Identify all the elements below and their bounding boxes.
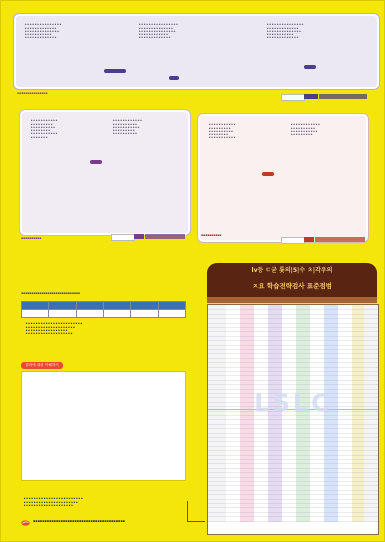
score-summary-notes: ▪ ▪ ▪ ▪ ▪ ▪ ▪ ▪ ▪ ▪ ▪ ▪ ▪ ▪ ▪ ▪ ▪ ▪ ▪ ▪ ▪ ▪ ▪ ▪ ▪ ▪ ▪ ▪ ▪ ▪ ▪ ▪ ▪ ▪ ▪ ▪ ▪ ▪ ▪ ▪ ▪ ▪ ▪ ▪ ▪ ▪ ▪ ▪ ▪ ▪ ▪ ▪ ▪ ▪ ▪ ▪ ▪ ▪ ▪ ▪ ▪ ▪ ▪ ▪ ▪ ▪ ▪ ▪ ▪ ▪ ▪ ▪ ▪ ▪ ▪ ▪ ▪ ▪ ▪ [25,322,83,336]
top-panel-pill-3 [304,65,316,69]
table-row-line [208,314,378,315]
callout-line [187,501,205,522]
mid-left-box-3 [145,234,185,239]
table-row-line [208,380,378,381]
table-row-line [208,490,378,491]
mid-right-text-1: ▪ ▪ ▪ ▪ ▪ ▪ ▪ ▪ ▪ ▪ ▪ ▪ ▪ ▪ ▪ ▪ ▪ ▪ ▪ ▪ ▪ ▪ ▪ ▪ ▪ ▪ ▪ ▪ ▪ ▪ ▪ ▪ ▪ ▪ ▪ ▪ ▪ ▪ ▪ ▪ ▪ ▪ ▪ ▪ ▪ ▪ ▪ ▪ ▪ [208,123,236,140]
top-panel-pill-1 [104,69,126,73]
table-header-bar [207,297,377,303]
table-row-line [208,345,378,346]
standard-score-banner [207,263,377,297]
table-row-line [208,384,378,385]
table-row-line [208,441,378,442]
table-row-line [208,503,378,504]
result-writing-box [21,371,186,481]
top-panel-text-right: ▪ ▪ ▪ ▪ ▪ ▪ ▪ ▪ ▪ ▪ ▪ ▪ ▪ ▪ ▪ ▪ ▪ ▪ ▪ ▪ ▪ ▪ ▪ ▪ ▪ ▪ ▪ ▪ ▪ ▪ ▪ ▪ ▪ ▪ ▪ ▪ ▪ ▪ ▪ ▪ ▪ ▪ ▪ ▪ ▪ ▪ ▪ ▪ ▪ ▪ ▪ ▪ ▪ ▪ ▪ ▪ ▪ ▪ ▪ ▪ ▪ ▪ ▪ ▪ ▪ ▪ [266,23,304,40]
table-row-line [208,455,378,456]
table-row-line [208,494,378,495]
mid-left-text-1: ▪ ▪ ▪ ▪ ▪ ▪ ▪ ▪ ▪ ▪ ▪ ▪ ▪ ▪ ▪ ▪ ▪ ▪ ▪ ▪ ▪ ▪ ▪ ▪ ▪ ▪ ▪ ▪ ▪ ▪ ▪ ▪ ▪ ▪ ▪ ▪ ▪ ▪ ▪ ▪ ▪ ▪ ▪ ▪ ▪ ▪ ▪ ▪ ▪ ▪ ▪ ▪ ▪ ▪ ▪ ▪ [30,119,58,139]
top-panel-box-2 [304,94,318,99]
table-row-line [208,323,378,324]
table-row-line [208,512,378,513]
table-row-line [208,331,378,332]
top-panel-box-1 [281,94,305,101]
table-row-line [208,353,378,354]
publisher-note: ▪▪▪▪▪▪▪▪▪▪▪▪▪▪▪▪▪▪▪▪▪▪▪▪▪▪▪▪▪▪▪▪▪▪▪▪▪▪▪▪ [33,519,125,523]
top-panel-caption: ▪▪▪▪▪▪▪▪▪▪▪▪▪▪▪ [17,91,48,95]
table-row-line [208,507,378,508]
result-understanding-text: 결과에 대한 이해하기 [25,363,59,367]
table-row-line [208,459,378,460]
table-row-line [208,433,378,434]
table-row-line [208,375,378,376]
top-panel-text-left: ▪ ▪ ▪ ▪ ▪ ▪ ▪ ▪ ▪ ▪ ▪ ▪ ▪ ▪ ▪ ▪ ▪ ▪ ▪ ▪ ▪ ▪ ▪ ▪ ▪ ▪ ▪ ▪ ▪ ▪ ▪ ▪ ▪ ▪ ▪ ▪ ▪ ▪ ▪ ▪ ▪ ▪ ▪ ▪ ▪ ▪ ▪ ▪ ▪ ▪ ▪ ▪ ▪ ▪ ▪ ▪ ▪ ▪ ▪ ▪ ▪ ▪ ▪ ▪ ▪ ▪ [24,23,62,40]
top-panel-text-mid: ▪ ▪ ▪ ▪ ▪ ▪ ▪ ▪ ▪ ▪ ▪ ▪ ▪ ▪ ▪ ▪ ▪ ▪ ▪ ▪ ▪ ▪ ▪ ▪ ▪ ▪ ▪ ▪ ▪ ▪ ▪ ▪ ▪ ▪ ▪ ▪ ▪ ▪ ▪ ▪ ▪ ▪ ▪ ▪ ▪ ▪ ▪ ▪ ▪ ▪ ▪ ▪ ▪ ▪ ▪ ▪ ▪ ▪ ▪ ▪ ▪ ▪ ▪ ▪ ▪ ▪ ▪ ▪ ▪ ▪ [138,23,178,40]
table-row-line [208,446,378,447]
table-row-line [208,349,378,350]
table-row-line [208,309,378,310]
score-summary-table [21,301,186,318]
bottom-note-text: ▪ ▪ ▪ ▪ ▪ ▪ ▪ ▪ ▪ ▪ ▪ ▪ ▪ ▪ ▪ ▪ ▪ ▪ ▪ ▪ ▪ ▪ ▪ ▪ ▪ ▪ ▪ ▪ ▪ ▪ ▪ ▪ ▪ ▪ ▪ ▪ ▪ ▪ ▪ ▪ ▪ ▪ ▪ ▪ ▪ ▪ ▪ ▪ ▪ ▪ ▪ ▪ ▪ ▪ ▪ ▪ ▪ ▪ ▪ ▪ ▪ ▪ ▪ ▪ ▪ ▪ [23,497,83,507]
mid-left-panel [19,109,191,236]
table-row-line [208,419,378,420]
table-row-line [208,437,378,438]
table-watermark: LSLC [254,389,332,417]
table-row-line [208,327,378,328]
score-summary-heading: ▪▪▪▪▪▪▪▪▪▪▪▪▪▪▪▪▪▪▪▪▪▪▪▪▪▪▪▪▪ [21,291,80,295]
table-row-line [208,477,378,478]
mid-right-panel [197,113,369,243]
banner-title-line2: ㅈ요 학습전략검사 표준점범 [252,282,332,290]
table-row-line [208,358,378,359]
publisher-logo-icon [21,520,30,526]
standard-score-table [207,304,379,524]
top-panel-box-3 [319,94,367,99]
result-understanding-label [21,362,63,369]
table-row-line [208,340,378,341]
mid-left-box-1 [111,234,135,241]
mid-right-box-3 [315,237,365,242]
table-row-line [208,472,378,473]
table-row-line [208,463,378,464]
mid-right-pill [262,172,274,176]
mid-left-text-2: ▪ ▪ ▪ ▪ ▪ ▪ ▪ ▪ ▪ ▪ ▪ ▪ ▪ ▪ ▪ ▪ ▪ ▪ ▪ ▪ ▪ ▪ ▪ ▪ ▪ ▪ ▪ ▪ ▪ ▪ ▪ ▪ ▪ ▪ ▪ ▪ ▪ ▪ ▪ ▪ ▪ ▪ ▪ ▪ ▪ ▪ ▪ ▪ ▪ ▪ ▪ ▪ [112,119,142,136]
table-row-line [208,428,378,429]
banner-title-line1: lv등 ㄷ굳 롯의|5|수 ㅊ|각우의 [251,267,333,274]
table-row-line [208,318,378,319]
table-row-line [208,371,378,372]
mid-right-box-1 [281,237,305,244]
mid-left-caption: ▪▪▪▪▪▪▪▪▪▪ [21,236,42,240]
table-row-line [208,450,378,451]
table-row-line [208,481,378,482]
table-row-line [208,336,378,337]
table-row-line [208,499,378,500]
mid-right-caption: ▪▪▪▪▪▪▪▪▪▪ [201,233,222,237]
table-row-line [208,485,378,486]
mid-right-box-2 [304,237,314,242]
table-row-line [208,424,378,425]
table-footer [207,522,379,535]
top-info-panel [13,13,380,90]
table-row-line [208,362,378,363]
score-summary-area [21,291,186,353]
mid-left-pill [90,160,102,164]
mid-left-box-2 [134,234,144,239]
bottom-note [19,494,199,514]
top-panel-pill-2 [169,76,179,80]
mid-right-text-2: ▪ ▪ ▪ ▪ ▪ ▪ ▪ ▪ ▪ ▪ ▪ ▪ ▪ ▪ ▪ ▪ ▪ ▪ ▪ ▪ ▪ ▪ ▪ ▪ ▪ ▪ ▪ ▪ ▪ ▪ ▪ ▪ ▪ ▪ ▪ ▪ ▪ ▪ ▪ ▪ ▪ ▪ [290,123,320,137]
table-row-line [208,367,378,368]
table-row-line [208,468,378,469]
table-row-line [208,516,378,517]
